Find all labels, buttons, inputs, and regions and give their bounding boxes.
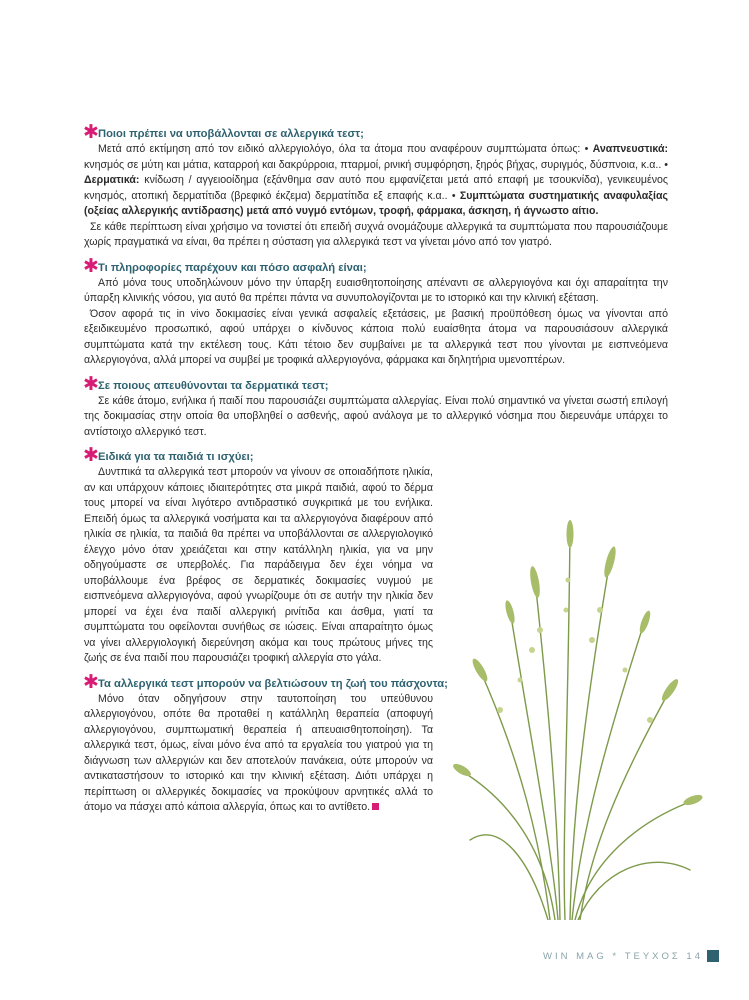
asterisk-icon: ✱ <box>83 255 99 277</box>
bold-label: Αναπνευστικά: <box>592 143 668 155</box>
section-heading <box>83 445 668 466</box>
paragraph <box>84 692 433 816</box>
asterisk-icon: ✱ <box>83 671 99 693</box>
page-footer: WIN MAG * ΤΕΥΧΟΣ 14 <box>542 951 703 962</box>
paragraph: Δυντπικά τα αλλεργικά τεστ μπορούν να γίνουν σε οποιαδήποτε ηλικία, αν και υπάρχουν κάποιες ιδιαιτερότητες στα μικρά παιδιά, αφού το δέρμα τους μπορεί να είναι λιγότερο αντιδραστικό συγκριτικά με του ενήλικα. Επειδή όμως τα αλλεργικά νοσήματα και τα αλλεργιογόνα διαφέρουν από ηλικία σε ηλικία, τα παιδιά θα πρέπει να υποβάλλονται σε αλλεργιολογικό έλεγχο μόνο όταν χρειάζεται και στην κατάλληλη ηλικία, για να μην οδηγούμαστε σε υπερβολές. Για παράδειγμα δεν έχει νόημα να υποβάλλουμε ένα βρέφος σε δερματικές δοκιμασίες νυγμού με εισπνεόμενα αλλεργιογόνα, αφού γνωρίζουμε ότι σε αυτήν την ηλικία δεν μπορεί να έχει ένα παιδί αλλεργική ρινίτιδα και άσθμα, γιατί τα συμπτώματα του οφείλονται συνήθως σε ιώσεις. Είναι απαραίτητο όμως να γίνει αλλεργιολογική διερεύνηση ακόμα και τους πρώτους μήνες της ζωής σε ένα παιδί που παρουσιάζει τροφική αλλεργία στο γάλα. <box>84 466 433 664</box>
paragraph: Σε κάθε περίπτωση είναι χρήσιμο να τονιστεί ότι επειδή συχνά ονομάζουμε αλλεργικά τα συμπτώματα που παρουσιάζουμε χωρίς πραγματικά να είναι, θα πρέπει η σύσταση για αλλεργικά τεστ να γίνεται μόνο από τον γιατρό. <box>84 220 668 248</box>
paragraph <box>84 142 668 220</box>
section-skin-tests <box>83 373 668 441</box>
end-of-article-mark <box>372 803 379 810</box>
section-heading-text: Ειδικά για τα παιδιά τι ισχύει; <box>98 451 254 463</box>
bold-label: Συμπτώματα συστηματικής αναφυλαξίας (οξείας αλλεργικής αντίδρασης) μετά από νυγμό εντόμων, τροφή, φάρμακα, άσκηση, ή άγνωστο αίτιο. <box>84 189 668 217</box>
section-info-safety <box>83 255 668 369</box>
grass-illustration-icon <box>440 520 710 920</box>
paragraph: Όσον αφορά τις in vivo δοκιμασίες είναι γενικά ασφαλείς εξετάσεις, με βασική προϋπόθεση όμως να γίνονται από εξειδικευμένο προσωπικό, αφού υπάρχει ο κίνδυνος κάποια πολύ ευαίσθητα άτομα να παρουσιάσουν αλλεργικά συμπτώματα κατά την εκτέλεση τους. Κάτι τέτοιο δεν συμβαίνει με τα αλλεργικά τεστ που γίνονται με εισπνεόμενα αλλεργιογόνα, αλλά μπορεί να συμβεί με τροφικά αλλεργιογόνα, φάρμακα και δηλητήρια υμενοπτέρων. <box>84 307 668 366</box>
section-who-should-test <box>83 122 668 251</box>
footer-square-icon <box>707 950 719 962</box>
section-heading <box>83 373 668 395</box>
asterisk-icon: ✱ <box>83 373 99 395</box>
text-run: Μόνο όταν οδηγήσουν στην ταυτοποίηση του υπεύθυνου αλλεργιογόνου, οπότε θα προταθεί η κατάλληλη θεραπεία (αποφυγή αλλεργιογόνου, συμπτωματική θεραπεία ή απευαισθητοποίηση). Τα αλλεργικά τεστ, όμως, είναι μόνο ένα από τα εργαλεία του γιατρού για τη διάγνωση των αλλεργιών και δεν αποτελούν πανάκεια, ούτε μπορούν να αντικαταστήσουν το ιστορικό και την κλινική εξέταση. Διότι υπάρχει η περίπτωση οι αλλεργικές δοκιμασίες να προκύψουν αρνητικές αλλά το άτομο να πάσχει από κάποια αλλεργία, όπως και το αντίθετο. <box>84 692 433 813</box>
bold-label: Δερματικά: <box>84 174 140 186</box>
text-run: κνίδωση / αγγειοοίδημα (εξάνθημα σαν αυτό που εμφανίζεται μετά από επαφή με τσουκνίδα), γενικευμένος κνησμός, ατοπική δερματίτιδα (βρεφικό έκζεμα) δερματίτιδα εξ επαφής κ.α.. • <box>84 174 668 202</box>
text-run: Μετά από εκτίμηση από τον ειδικό αλλεργιολόγο, όλα τα άτομα που αναφέρουν συμπτώματα όπως: • <box>98 143 593 155</box>
section-heading <box>83 122 668 143</box>
asterisk-icon: ✱ <box>83 122 99 143</box>
text-run: κνησμός σε μύτη και μάτια, καταρροή και δακρύρροια, πταρμοί, ρινική συμφόρηση, ξηρός βήχας, συριγμός, δύσπνοια, κ.α.. • <box>84 158 668 171</box>
section-heading-text: Ποιοι πρέπει να υποβάλλονται σε αλλεργικά τεστ; <box>98 128 364 140</box>
section-heading <box>83 255 668 277</box>
asterisk-icon: ✱ <box>83 445 99 466</box>
paragraph: Σε κάθε άτομο, ενήλικα ή παιδί που παρουσιάζει συμπτώματα αλλεργίας. Είναι πολύ σημαντικό να γίνεται σωστή επιλογή της δοκιμασίας στην οποία θα υποβληθεί ο ασθενής, αφού ανάλογα με το αλλεργικό νόσημα που διερευνάμε υπάρχει το αντίστοιχο αλλεργικό τεστ. <box>84 394 668 438</box>
section-heading-text: Τι πληροφορίες παρέχουν και πόσο ασφαλή είναι; <box>98 261 367 274</box>
paragraph: Από μόνα τους υποδηλώνουν μόνο την ύπαρξη ευαισθητοποίησης απέναντι σε αλλεργιογόνα και όχι απαραίτητα την ύπαρξη κλινικής νόσου, για αυτό θα πρέπει πάντα να συνυπολογίζονται με το ιστορικό και την κλινική εξέταση. <box>84 276 668 304</box>
section-heading-text: Τα αλλεργικά τεστ μπορούν να βελτιώσουν τη ζωή του πάσχοντα; <box>98 677 448 690</box>
section-heading-text: Σε ποιους απευθύνονται τα δερματικά τεστ; <box>98 379 329 392</box>
